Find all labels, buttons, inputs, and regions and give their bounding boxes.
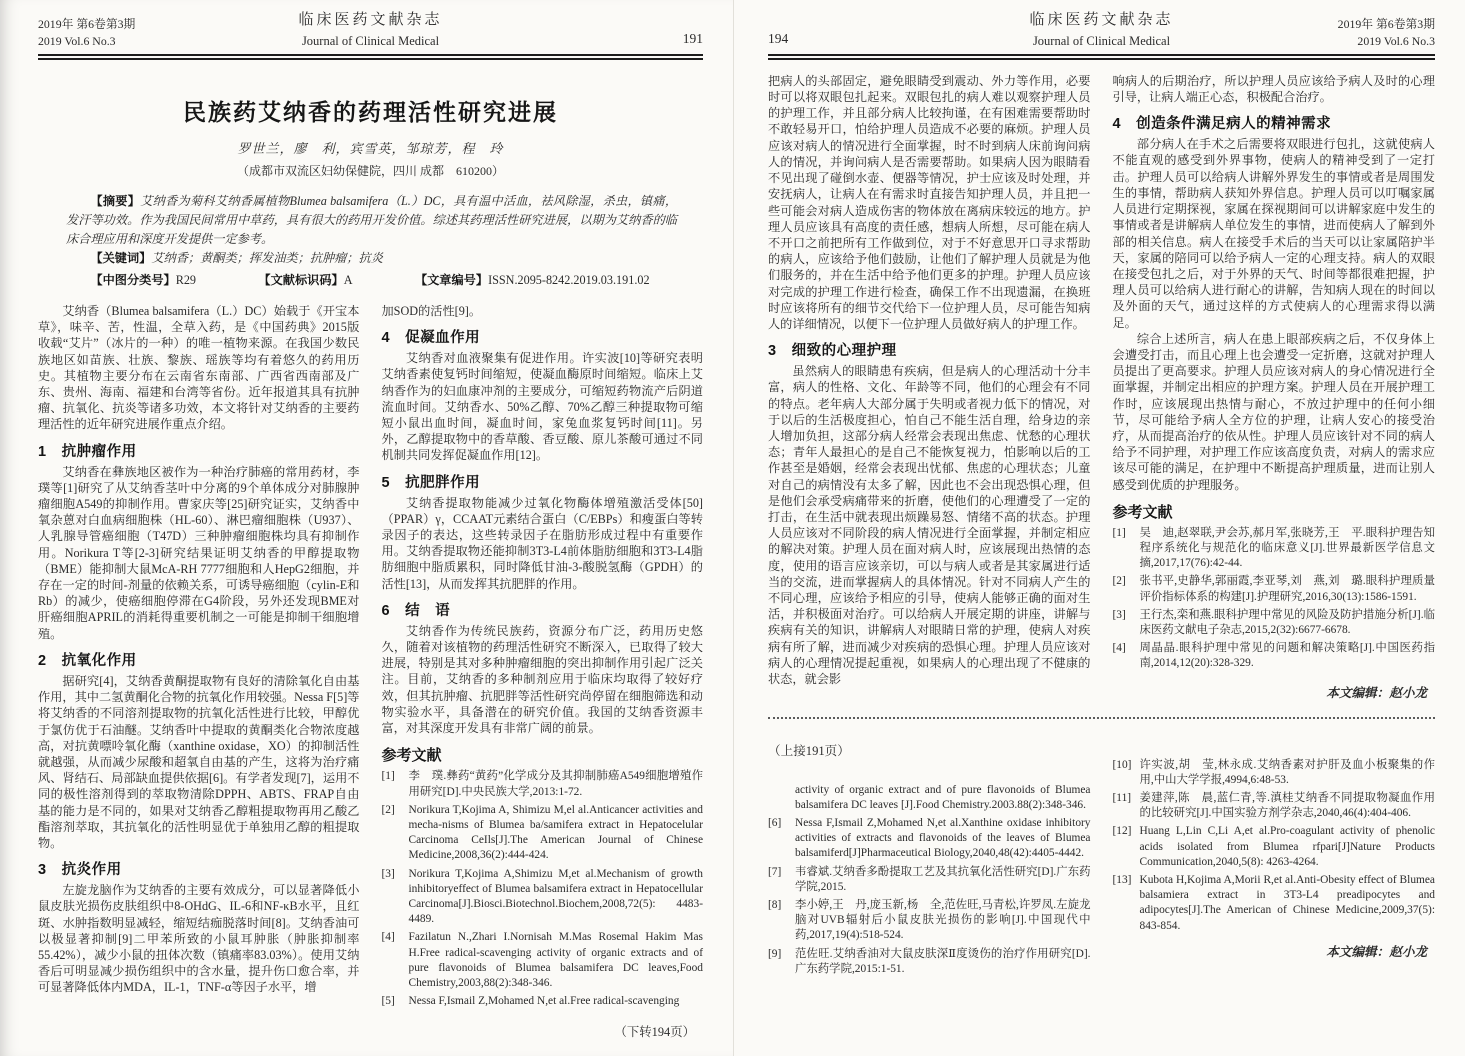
section-5-paragraph: 艾纳香提取物能减少过氧化物酶体增殖激活受体[50]（PPAR）γ，CCAAT元素结合蛋白（C/EBPs）和瘦蛋白等转录因子的表达，这些转录因子在脂肪形成过程中有重要作用。艾纳香提取物还能抑制3T3-L4前体脂肪细胞和3T3-L4脂肪细胞中脂质累积，同时降低甘油-3-酸脱氢酶（GPDH）的活性[13]，从而发挥其抗肥胖的作用。 xyxy=(381,495,703,591)
reference-item: [10] 许实波,胡 莹,林永成.艾纳香素对护肝及血小板聚集的作用,中山大学学报,4994,6:48-53. xyxy=(1112,758,1435,786)
journal-title-cn: 临床医药文献杂志 xyxy=(1029,12,1174,28)
section-heading-4: 4 促凝血作用 xyxy=(381,330,481,347)
section-6-paragraph: 艾纳香作为传统民族药，资源分布广泛，药用历史悠久，随着对该植物的药理活性研究不断深入，已取得了较大进展，特别是其对多种肿瘤细胞的突出抑制作用引起广泛关注。目前，艾纳香的多种制剂应用于临床均取得了较好疗效，但其抗肿瘤、抗肥胖等活性研究尚停留在细胞筛选和动物实验水平，具备潜在的研究价值。我国的艾纳香资源丰富，对其深度开发具有非常广阔的前景。 xyxy=(381,623,703,736)
document-code: 【文献标识码】A xyxy=(258,273,353,287)
keywords xyxy=(66,249,677,268)
intro-paragraph: 艾纳香（Blumea balsamifera（L.）DC）始载于《开宝本草》，味辛、苦，性温，全草入药，是《中国药典》2015版收载“艾片”（冰片的一种）的唯一植物来源。在我国少数民族地区如苗族、壮族、黎族、瑶族等均有着悠久的药用历史。其植物主要分布在云南省东南部、广西省西南部及广东、贵州、海南、福建和台湾等省份。近年报道其具有抗肿瘤、抗氧化、抗炎等诸多功效，本文将针对艾纳香的主要药理活性的近年研究进展作重点介绍。 xyxy=(38,304,360,432)
references-heading: 参考文献 xyxy=(1112,503,1173,521)
reference-item: [1] 李 璞.彝药“黄药”化学成分及其抑制肺癌A549细胞增殖作用研究[D].中央民族大学,2013:1-72. xyxy=(381,770,703,798)
journal-title-en: Journal of Clinical Medical xyxy=(1032,33,1171,48)
reference-item: [12] Huang L,Lin C,Li A,et al.Pro-coagulant activity of phenolic acids isolated from Blumea rfpari[J]Nature Products Communication,2040,5(8): 4263-4264. xyxy=(1112,825,1435,868)
header-rule xyxy=(768,54,1435,60)
journal-title xyxy=(918,10,1285,50)
reference-item: [2] 张书平,史静华,郭丽霞,李亚琴,刘 燕,刘 璐.眼科护理质量评价指标体系的构建[J].护理研究,2016,30(13):1586-1591. xyxy=(1112,575,1435,603)
reference-item: [6] Nessa F,Ismail Z,Mohamed N,et al.Xanthine oxidase inhibitory activities of extracts and flavonoids of the leaves of Blumea balsamiferd[J]Pharmaceutical Biology,2040,48(42):4405-4442. xyxy=(768,816,1091,860)
reference-item: [11] 姜建萍,陈 晨,蓝仁青,等.滇桂艾纳香不同提取物凝血作用的比较研究[J].中国实验方剂学杂志,2040,46(4):404-406. xyxy=(1112,791,1435,820)
page-header xyxy=(38,10,703,50)
page-header xyxy=(768,10,1435,50)
issue-info xyxy=(38,16,188,50)
reference-item: [7] 韦睿斌.艾纳香多酚提取工艺及其抗氧化活性研究[D].广东药学院,2015. xyxy=(768,865,1091,893)
issue-line-en: 2019 Vol.6 No.3 xyxy=(38,33,116,48)
article-title: 民族药艾纳香的药理活性研究进展 xyxy=(183,98,558,125)
section-heading-1: 1 抗肿瘤作用 xyxy=(38,443,137,460)
classification-line xyxy=(66,271,677,290)
section-heading-5: 5 抗肥胖作用 xyxy=(381,474,481,491)
keywords-text: 艾纳香；黄酮类；挥发油类；抗肿瘤；抗炎 xyxy=(151,250,383,265)
reference-item: [8] 李小婷,王 丹,庞玉新,杨 全,范佐旺,马青松,许罗凤.左旋龙脑对UVB辐射后小鼠皮肤光损伤的影响[J].中国现代中药,2017,19(4):518-524. xyxy=(768,899,1091,942)
section-heading-3: 3 抗炎作用 xyxy=(38,862,122,879)
reference-item: [3] 王行杰,栾和燕.眼科护理中常见的风险及防护措施分析[J].临床医药文献电子杂志,2015,2(32):6677-6678. xyxy=(1112,608,1435,636)
page-number: 191 xyxy=(682,31,703,47)
affiliation-line: （成都市双流区妇幼保健院，四川 成都 610200） xyxy=(236,163,504,178)
page-number: 194 xyxy=(768,31,789,47)
article-id: 【文章编号】ISSN.2095-8242.2019.03.191.02 xyxy=(414,273,650,287)
reference-item: [4] 周晶晶.眼科护理中常见的问题和解决策略[J].中国医药指南,2014,12(20):328-329. xyxy=(1112,642,1435,670)
section-3-paragraph: 虽然病人的眼睛患有疾病，但是病人的心理活动十分丰富，病人的性格、文化、年龄等不同，他们的心理会有不同的特点。老年病人大部分属于失明或者视力低下的情况，对于以后的生活极度担心，怕自己不能生活自理，给身边的亲人增加负担，这部分病人经常会表现出焦虑、忧愁的心理状态；青年人最担心的是自己不能恢复视力，怕影响以后的工作甚至是婚姻，经常会表现出忧郁、焦虑的心理状态；儿童对自己的病情没有太多了解，因此也不会出现恐惧心理，但是他们会承受病痛带来的折磨，使他们的心理遭受了一定的打击，在生活中就表现出烦躁易怒、情绪不高的状态。护理人员应该对不同阶段的病人情况进行全面掌握，并制定相应的解决对策。护理人员在面对病人时，应该展现出热情的态度，使用的语言应该亲切，可以与病人或者是其家属进行适当的交流，进而掌握病人的具体情况。针对不同病人产生的不同心理，应该给予相应的引导，使病人能够正确的面对生活，并积极面对治疗。可以给病人开展定期的讲座，讲解与疾病有关的知识，讲解病人对眼睛日常的护理，使病人对疾病有所了解，进而减少对疾病的恐惧心理。护理人员应该对病人的心理情况提起重视，如果病人的心理出现了不健康的状态，就会影 xyxy=(768,364,1091,686)
authors-line: 罗世兰，廖 利，宾雪英，邹琼芳，程 玲 xyxy=(237,140,504,156)
journal-title-cn: 临床医药文献杂志 xyxy=(298,12,443,28)
abstract-label: 【摘要】 xyxy=(90,193,141,208)
section-heading-6: 6 结 语 xyxy=(381,602,451,619)
body-columns xyxy=(38,303,703,1054)
body-columns xyxy=(768,73,1435,701)
section-4-paragraph: 部分病人在手术之后需要将双眼进行包扎，这就使病人不能直观的感受到外界事物，使病人的精神受到了一定打击。护理人员可以给病人讲解外界发生的事情或者是周围发生的事情，帮助病人获知外界信息。护理人员可以叮嘱家属人员进行定期探视，家属在探视期间可以讲解家庭中发生的事情或者是讲解病人单位发生的事情，进而使病人了解到外部的相关信息。病人在接受手术后的当天可以让家属陪护半天，家属的陪同可以给予病人一定的心理支持。病人的双眼在接受包扎之后，对于外界的天气、时间等都很难把握，护理人员可以给病人进行耐心的讲解，告知病人现在的时间以及外面的天气，通过这样的方式使病人的心理需求得以满足。 xyxy=(1112,137,1435,330)
clc-number: 【中图分类号】R29 xyxy=(90,273,197,287)
issue-line-cn: 2019年 第6卷第3期 xyxy=(38,16,136,31)
issue-info xyxy=(1285,16,1435,50)
column-2 xyxy=(1113,73,1436,701)
continued-paragraph: 加SOD的活性[9]。 xyxy=(381,304,482,319)
section-4-paragraph: 艾纳香对血液聚集有促进作用。许实波[10]等研究表明艾纳香素使复钙时间缩短，使凝血酶原时间缩短。临床上艾纳香作为的妇血康冲剂的主要成分，可缩短药物流产后阴道流血时间。艾纳香水、50%乙醇、70%乙醇三种提取物可缩短小鼠出血时间，凝血时间，家兔血浆复钙时间[11]。另外，乙醇提取物中的香草酸、香豆酸、原儿茶酸可通过不同机制共同发挥促凝血作用[12]。 xyxy=(381,351,703,463)
article-meta xyxy=(66,192,677,290)
reference-item: [3] Norikura T,Kojima A,Shimizu M,et al.Mechanism of growth inhibitoryeffect of Blumea balsamifera extract in Hepatocellular Carcinoma[J].Biosci.Biotechnol.Biochem,2008,72(5): 4483-4489. xyxy=(381,867,703,926)
references-heading: 参考文献 xyxy=(381,747,442,765)
reference-item: [4] Fazilatun N.,Zhari I.Nornisah M.Mas Rosemal Hakim Mas H.Free radical-scavenging activity of organic extracts and of pure flavonoids of Blumea balsamifera DC leaves,Food Chemistry,2003,88(2):348-346. xyxy=(381,931,703,989)
continued-paragraph: 响病人的后期治疗，所以护理人员应该给予病人及时的心理引导，让病人端正心态，积极配合治疗。 xyxy=(1112,73,1435,105)
column-1 xyxy=(38,303,360,1054)
editor-note: 本文编辑：赵小龙 xyxy=(1326,944,1427,959)
page-194 xyxy=(733,0,1465,1056)
issue-line-en: 2019 Vol.6 No.3 xyxy=(1357,33,1435,48)
reference-item: [1] 吴 迪,赵翠联,尹会苏,郝月军,张晓芳,王 平.眼科护理告知程序系统化与规范化的临床意义[J].世界最新医学信息文摘,2017,17(76):42-44. xyxy=(1112,526,1435,570)
section-heading-4: 4 创造条件满足病人的精神需求 xyxy=(1112,116,1332,133)
reference-item: [2] Norikura T,Kojima A, Shimizu M,el al.Anticancer activities and mecha-nisms of Blumea ba/samifera extract in Hepatocelular Carcinoma CeIls[J].The American Journal of Chinese Medicine,2008,36(2):444-424. xyxy=(381,803,703,862)
abstract-text: 艾纳香为菊科艾纳香属植物Blumea balsamifera（L.）DC，具有温中活血，祛风除湿，杀虫，镇痛，发汗等功效。作为我国民间常用中草药，具有很大的药用开发价值。综述其药理活性研究进展，以期为艾纳香的临床合理应用和深度开发提供一定参考。 xyxy=(66,193,678,246)
summary-paragraph: 综合上述所言，病人在患上眼部疾病之后，不仅身体上会遭受打击，而且心理上也会遭受一定折磨，这就对护理人员提出了更高要求。护理人员应该对病人的身心情况进行全面掌握，并制定出相应的护理方案。护理人员在开展护理工作时，应该展现出热情与耐心，不放过护理中的任何小细节，尽可能给予病人全方位的护理，让病人安心的接受治疗，从而提高治疗的依从性。护理人员应该针对不同的病人给予不同护理，对护理工作应该高度负责，对病人的需求应该尽可能的满足，在护理中不断提高护理质量，进而让别人感受到优质的护理服务。 xyxy=(1112,331,1435,492)
column-2 xyxy=(1113,732,1436,980)
reference-item: [9] 范佐旺.艾纳香油对大鼠皮肤深Ⅱ度烫伤的治疗作用研究[D].广东药学院,2015:1-51. xyxy=(768,947,1091,975)
issue-line-cn: 2019年 第6卷第3期 xyxy=(1337,16,1435,31)
column-2 xyxy=(382,303,704,1054)
continued-from-note: （上接191页） xyxy=(768,743,850,758)
editor-note: 本文编辑：赵小龙 xyxy=(1326,685,1427,700)
column-1 xyxy=(768,73,1091,701)
section-heading-3: 3 细致的心理护理 xyxy=(768,343,897,360)
section-1-paragraph: 艾纳香在彝族地区被作为一种治疗肺癌的常用药材，李璞等[1]研究了从艾纳香茎叶中分离的9个单体成分对肺腺肿瘤细胞A549的抑制作用。曹家庆等[25]研究证实，艾纳香中氧杂蒽对白血病细胞株（HL-60）、淋巴瘤细胞株（U937）、人乳腺导管癌细胞（T47D）三种肿瘤细胞株均具有抑制作用。Norikura T等[2-3]研究结果证明艾纳香的甲醇提取物（BME）能抑制大鼠McA-RH 7777细胞和人HepG2细胞，并存在一定的时间-剂量的依赖关系，可诱导癌细胞（cylin-E和Rb）的减少，使癌细胞停滞在G4阶段，另外还发现BME对肝癌细胞APRIL的消耗得重要机制之一可能是抑制干细胞增殖。 xyxy=(38,464,360,641)
reference-item: [13] Kubota H,Kojima A,Morii R,et al.Anti-Obesity effect of Blumea balsamiera extract in 3T3-L4 preadipocytes and adipocytes[J].The American of Chinese Medicine,2009,37(5): 843-854. xyxy=(1112,874,1435,932)
continued-references-columns xyxy=(768,732,1435,980)
section-heading-2: 2 抗氧化作用 xyxy=(38,652,137,669)
abstract xyxy=(66,192,677,249)
continued-on-note: （下转194页） xyxy=(614,1025,695,1040)
section-2-paragraph: 据研究[4]，艾纳香黄酮提取物有良好的清除氧化自由基作用，其中二氢黄酮化合物的抗氧化作用较强。Nessa F[5]等将艾纳香的不同溶剂提取物的抗氧化活性进行比较，甲醇优于氯仿优于石油醚。艾纳香叶中提取的黄酮类化合物浓度越高，对抗黄嘌呤氧化酶（xanthine oxidase，XO）的抑制活性就越强，从而减少尿酸和超氧自由基的产生，这将为治疗痛风、肾结石、局部缺血提供依据[6]。有学者发现[7]，运用不同的极性溶剂得到的萃取物清除DPPH、ABTS、FRAP自由基的能力是不同的，如果对艾纳香乙醇粗提取物再用乙酸乙酯溶剂萃取，其抗氧化的活性明显优于单独用乙醇的粗提取物。 xyxy=(38,673,360,850)
dotted-separator xyxy=(768,717,1435,719)
keywords-label: 【关键词】 xyxy=(90,250,152,265)
section-3-paragraph: 左旋龙脑作为艾纳香的主要有效成分，可以显著降低小鼠皮肤光损伤皮肤组织中8-OHdG、IL-6和NF-κB水平，且红斑、水肿指数明显减轻，缩短结痂脱落时间[8]。艾纳香油可以极显著抑制[9]二甲苯所致的小鼠耳肿胀（肿胀抑制率55.42%），减少小鼠的扭体次数（镇痛率83.03%）。使用艾纳香后可明显减少损伤组织中的含水量，提升伤口愈合率，并可显著降低体内MDA，IL-1，TNF-α等因子水平，增 xyxy=(38,883,360,995)
column-1 xyxy=(768,732,1091,980)
journal-title xyxy=(188,10,553,50)
reference-continuation: activity of organic extract and of pure flavonoids of Blumea balsamifera DC leaves [J].Food Chemistry.2003.88(2):348-346. xyxy=(795,783,1091,811)
journal-title-en: Journal of Clinical Medical xyxy=(301,33,440,48)
continued-paragraph: 把病人的头部固定，避免眼睛受到震动、外力等作用，必要时可以将双眼包扎起来。双眼包扎的病人难以观察护理人员的护理工作，并且部分病人比较拘谨，在有困难需要帮助时不敢轻易开口，怕给护理人员造成不必要的麻烦。护理人员应该对病人的情况进行全面掌握，时不时到病人床前询问病人的情况，并询问病人是否需要帮助。如果病人因为眼睛看不见出现了碰倒水壶、便器等情况，护士应该及时处理，并安抚病人，让病人在有需求时直接告知护理人员，并且把一些可能会对病人造成伤害的物体放在离病床较远的地方。护理人员应该具有高度的责任感，想病人所想，尽可能在病人不开口之前把所有工作做到位，对于不好意思开口寻求帮助的病人，应该给予他们鼓励，让他们了解护理人员就是为他们服务的，并在生活中给予他们更多的护理。护理人员应该对完成的护理工作进行检查，确保工作不出现遗漏，在换班时应该将所有的细节交代给下一位护理人员，尽可能告知病人的详细情况，以便下一位护理人员做好病人的护理工作。 xyxy=(768,73,1091,331)
header-rule xyxy=(38,54,703,60)
reference-item: [5] Nessa F,Ismail Z,Mohamed N,et al.Free radical-scavenging xyxy=(381,995,680,1008)
